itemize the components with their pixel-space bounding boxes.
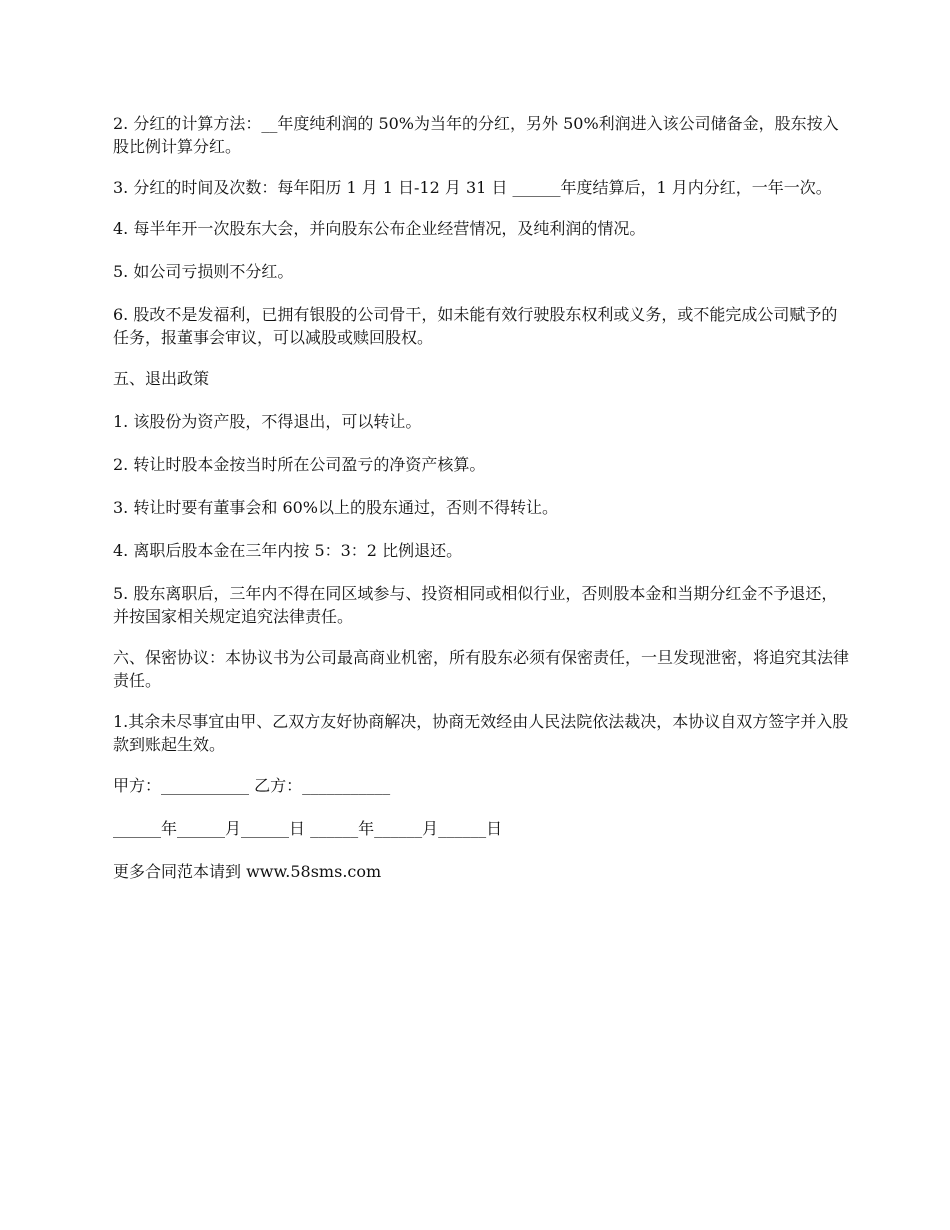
exit-clause-2: 2. 转让时股本金按当时所在公司盈亏的净资产核算。 [113, 455, 486, 474]
shareholder-meeting-clause: 4. 每半年开一次股东大会，并向股东公布企业经营情况，及纯利润的情况。 [113, 219, 646, 238]
loss-no-dividend-clause: 5. 如公司亏损则不分红。 [113, 262, 294, 281]
miscellaneous-clause: 1.其余未尽事宜由甲、乙双方友好协商解决，协商无效经由人民法院依法裁决，本协议自双方签字并入股款到账起生效。 [113, 712, 849, 754]
dividend-calculation-clause: 2. 分红的计算方法：__年度纯利润的 50%为当年的分红，另外 50%利润进入该公司储备金，股东按入股比例计算分红。 [113, 114, 839, 156]
document-body [113, 112, 853, 903]
exit-clause-4: 4. 离职后股本金在三年内按 5：3：2 比例退还。 [113, 541, 463, 560]
equity-reform-clause: 6. 股改不是发福利，已拥有银股的公司骨干，如未能有效行驶股东权利或义务，或不能完成公司赋予的任务，报董事会审议，可以减股或赎回股权。 [113, 305, 838, 347]
exit-clause-5: 5. 股东离职后，三年内不得在同区域参与、投资相同或相似行业，否则股本金和当期分红金不予退还，并按国家相关规定追究法律责任。 [113, 584, 838, 626]
exit-clause-3: 3. 转让时要有董事会和 60%以上的股东通过，否则不得转让。 [113, 498, 559, 517]
dividend-timing-clause: 3. 分红的时间及次数：每年阳历 1 月 1 日-12 月 31 日 ______年度结算后，1 月内分红，一年一次。 [113, 178, 832, 197]
section-heading-exit-policy: 五、退出政策 [113, 369, 210, 388]
signature-line: 甲方：___________ 乙方：___________ [113, 776, 391, 795]
footer-link-text: 更多合同范本请到 www.58sms.com [113, 862, 382, 881]
exit-clause-1: 1. 该股份为资产股，不得退出，可以转让。 [113, 412, 422, 431]
confidentiality-clause: 六、保密协议：本协议书为公司最高商业机密，所有股东必须有保密责任，一旦发现泄密，将追究其法律责任。 [113, 648, 850, 690]
date-line: ______年______月______日 ______年______月______日 [113, 819, 503, 838]
